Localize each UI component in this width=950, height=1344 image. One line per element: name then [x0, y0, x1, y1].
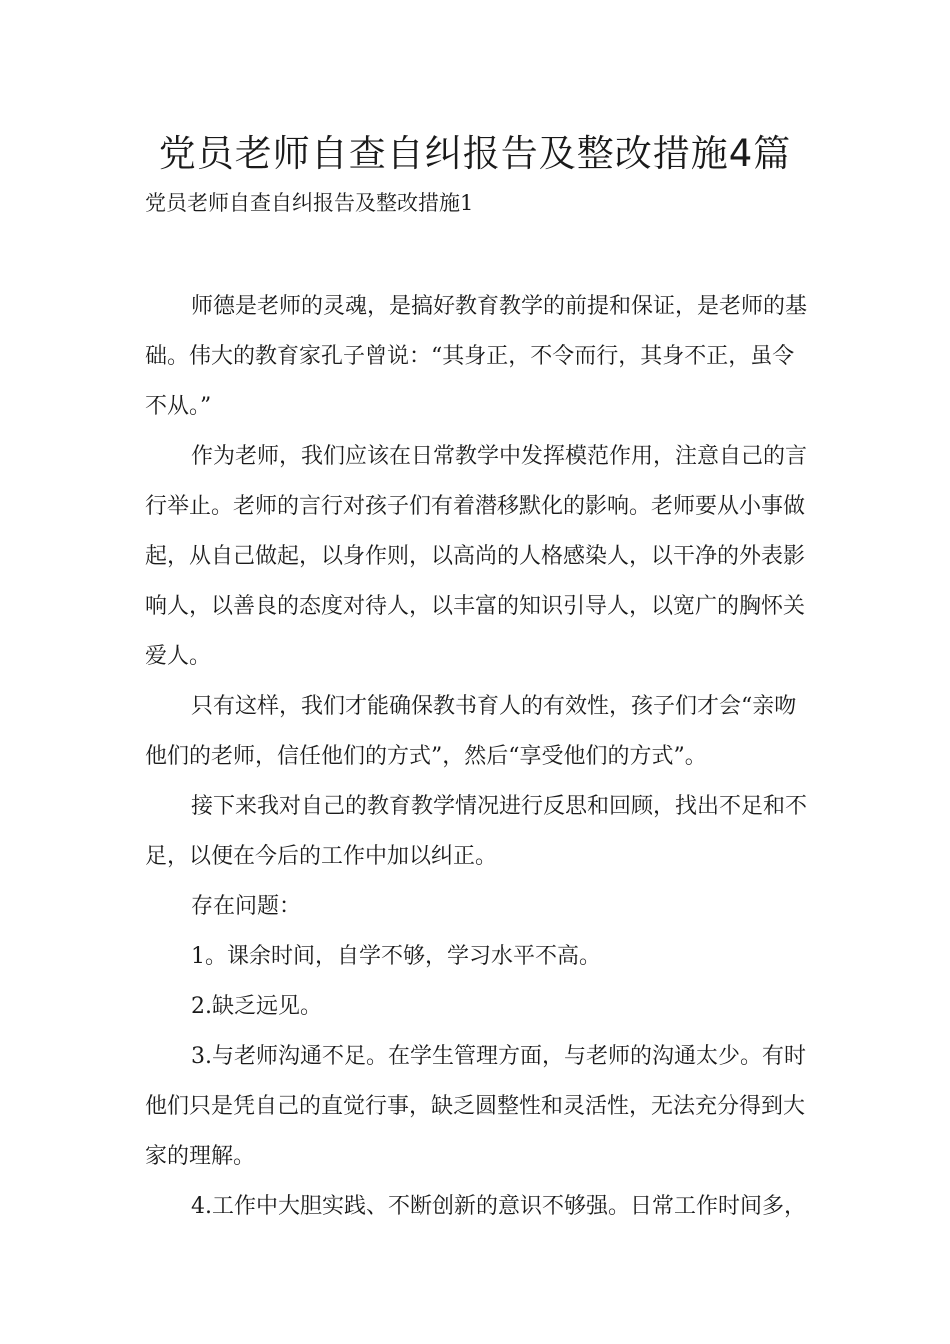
list-item: 4.工作中大胆实践、不断创新的意识不够强。日常工作时间多， — [191, 1194, 806, 1219]
document-body — [145, 282, 813, 1232]
document-title: 党员老师自查自纠报告及整改措施4篇 — [158, 132, 792, 175]
list-item: 1。课余时间，自学不够，学习水平不高。 — [191, 944, 601, 969]
list-item: 3.与老师沟通不足。在学生管理方面，与老师的沟通太少。有时他们只是凭自己的直觉行事，缺乏圆整性和灵活性，无法充分得到大家的理解。 — [145, 1044, 806, 1169]
list-item: 2.缺乏远见。 — [191, 994, 322, 1019]
paragraph: 接下来我对自己的教育教学情况进行反思和回顾，找出不足和不足，以便在今后的工作中加以纠正。 — [145, 794, 808, 869]
document-subtitle: 党员老师自查自纠报告及整改措施1 — [145, 191, 474, 215]
paragraph: 师德是老师的灵魂，是搞好教育教学的前提和保证，是老师的基础。伟大的教育家孔子曾说：“其身正，不令而行，其身不正，虽令不从。” — [145, 294, 808, 419]
section-heading: 存在问题： — [191, 894, 302, 919]
paragraph: 只有这样，我们才能确保教书育人的有效性，孩子们才会“亲吻他们的老师，信任他们的方式”，然后“享受他们的方式”。 — [145, 694, 797, 769]
paragraph: 作为老师，我们应该在日常教学中发挥模范作用，注意自己的言行举止。老师的言行对孩子们有着潜移默化的影响。老师要从小事做起，从自己做起，以身作则，以高尚的人格感染人，以干净的外表影响人，以善良的态度对待人，以丰富的知识引导人，以宽广的胸怀关爱人。 — [145, 444, 808, 669]
